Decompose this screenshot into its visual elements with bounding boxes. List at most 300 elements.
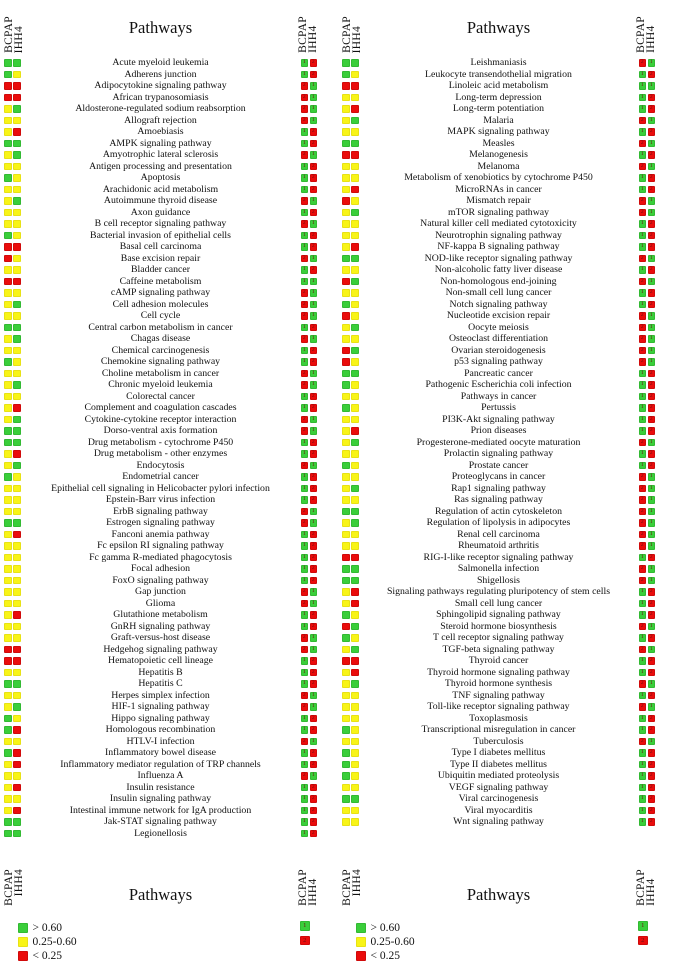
pathway-name: Epstein-Barr virus infection bbox=[105, 494, 216, 505]
ihh4-rank-cell: 2 bbox=[648, 462, 656, 470]
ihh4-rank-cell: 2 bbox=[310, 59, 318, 67]
ihh4-rank-cell: 2 bbox=[648, 71, 656, 79]
pathways-title: Pathways bbox=[128, 17, 193, 37]
bcpap-rank-cell: 1 bbox=[301, 473, 309, 481]
ihh4-score-cell bbox=[351, 335, 359, 343]
ihh4-score-cell bbox=[13, 462, 21, 470]
bcpap-score-cell bbox=[4, 749, 12, 757]
bcpap-score-cell bbox=[342, 243, 350, 251]
ihh4-rank-cell: 2 bbox=[648, 243, 656, 251]
bcpap-rank-cell: 1 bbox=[301, 611, 309, 619]
ihh4-score-cell bbox=[13, 197, 21, 205]
pathway-name: Cell cycle bbox=[140, 310, 181, 321]
yellow-swatch bbox=[18, 937, 28, 947]
pathway-row bbox=[342, 793, 655, 805]
ihh4-score-cell bbox=[13, 795, 21, 803]
pathway-name: Caffeine metabolism bbox=[119, 275, 202, 287]
bcpap-score-cell bbox=[4, 82, 12, 90]
ihh4-score-cell bbox=[13, 140, 21, 148]
pathway-row bbox=[342, 184, 655, 196]
bcpap-rank-cell: 2 bbox=[301, 105, 309, 113]
bcpap-score-cell bbox=[342, 381, 350, 389]
ihh4-score-cell bbox=[351, 600, 359, 608]
bcpap-rank-cell: 1 bbox=[639, 795, 647, 803]
bcpap-rank-cell: 1 bbox=[301, 795, 309, 803]
pathway-name: TGF-beta signaling pathway bbox=[442, 643, 555, 655]
bcpap-score-cell bbox=[342, 623, 350, 631]
bcpap-score-cell bbox=[4, 554, 12, 562]
pathway-row bbox=[4, 517, 317, 529]
rank-legend-right bbox=[638, 921, 648, 950]
pathway-name: Drug metabolism - other enzymes bbox=[93, 448, 228, 459]
bcpap-rank-cell: 2 bbox=[639, 646, 647, 654]
pathway-row bbox=[342, 103, 655, 115]
ihh4-rank-cell: 2 bbox=[310, 473, 318, 481]
ihh4-rank-cell: 1 bbox=[648, 82, 656, 90]
pathway-name: Toxoplasmosis bbox=[469, 712, 528, 724]
ihh4-rank-cell: 2 bbox=[310, 749, 318, 757]
bcpap-score-cell bbox=[342, 439, 350, 447]
ihh4-rank-cell: 1 bbox=[310, 289, 318, 297]
bcpap-score-cell bbox=[4, 623, 12, 631]
pathway-row bbox=[342, 747, 655, 759]
ihh4-rank-cell: 2 bbox=[648, 772, 656, 780]
pathway-row bbox=[4, 230, 317, 242]
ihh4-rank-cell: 1 bbox=[648, 542, 656, 550]
legend-label: > 0.60 bbox=[32, 922, 62, 934]
pathway-row bbox=[342, 172, 655, 184]
ihh4-rank-cell: 2 bbox=[648, 416, 656, 424]
ihh4-score-cell bbox=[351, 358, 359, 366]
pathway-row bbox=[4, 207, 317, 219]
ihh4-rank-cell: 1 bbox=[648, 565, 656, 573]
pathway-row bbox=[342, 69, 655, 81]
ihh4-rank-cell: 1 bbox=[310, 220, 318, 228]
column-label-bcpap-rank: BCPAP bbox=[297, 16, 309, 53]
bcpap-rank-cell: 2 bbox=[639, 59, 647, 67]
pathway-row bbox=[4, 57, 317, 69]
bcpap-rank-cell: 1 bbox=[301, 554, 309, 562]
pathway-row bbox=[4, 92, 317, 104]
pathway-row bbox=[4, 494, 317, 506]
bcpap-score-cell bbox=[4, 508, 12, 516]
ihh4-score-cell bbox=[13, 393, 21, 401]
pathway-row bbox=[4, 460, 317, 472]
bcpap-rank-cell: 2 bbox=[639, 623, 647, 631]
pathway-row bbox=[342, 506, 655, 518]
pathway-name: Viral carcinogenesis bbox=[458, 793, 539, 804]
ihh4-rank-cell: 1 bbox=[310, 117, 318, 125]
bcpap-rank-cell: 1 bbox=[301, 358, 309, 366]
ihh4-rank-cell: 2 bbox=[310, 209, 318, 217]
bcpap-score-cell bbox=[342, 266, 350, 274]
ihh4-rank-cell: 1 bbox=[310, 416, 318, 424]
ihh4-rank-cell: 2 bbox=[310, 680, 318, 688]
pathway-row bbox=[4, 770, 317, 782]
bcpap-score-cell bbox=[342, 450, 350, 458]
ihh4-rank-cell: 1 bbox=[648, 485, 656, 493]
bcpap-rank-cell: 1 bbox=[301, 531, 309, 539]
pathway-row bbox=[4, 828, 317, 840]
pathway-name: Glioma bbox=[145, 597, 176, 609]
bcpap-rank-cell: 1 bbox=[301, 163, 309, 171]
ihh4-score-cell bbox=[351, 657, 359, 665]
pathway-row bbox=[342, 770, 655, 782]
pathway-row bbox=[4, 552, 317, 564]
bcpap-rank-cell: 2 bbox=[301, 427, 309, 435]
bcpap-score-cell bbox=[342, 784, 350, 792]
bcpap-score-cell bbox=[342, 508, 350, 516]
bcpap-score-cell bbox=[342, 151, 350, 159]
pathway-row bbox=[4, 747, 317, 759]
pathway-name: Steroid hormone biosynthesis bbox=[440, 620, 557, 632]
pathway-row bbox=[4, 287, 317, 299]
ihh4-rank-cell: 2 bbox=[310, 496, 318, 504]
ihh4-rank-cell: 2 bbox=[310, 565, 318, 573]
bcpap-rank-cell: 1 bbox=[639, 82, 647, 90]
legend-item-green bbox=[18, 921, 317, 935]
ihh4-score-cell bbox=[351, 565, 359, 573]
pathway-name: Axon guidance bbox=[130, 206, 191, 218]
pathway-row bbox=[342, 368, 655, 380]
pathway-name: Bacterial invasion of epithelial cells bbox=[90, 229, 231, 241]
pathway-row bbox=[4, 793, 317, 805]
pathway-name: Ras signaling pathway bbox=[454, 494, 543, 505]
pathway-name: Arachidonic acid metabolism bbox=[102, 183, 219, 195]
panel-right-footer bbox=[342, 839, 655, 921]
bcpap-rank-cell: 2 bbox=[301, 220, 309, 228]
bcpap-rank-cell: 2 bbox=[301, 255, 309, 263]
pathway-row bbox=[4, 621, 317, 633]
ihh4-rank-cell: 1 bbox=[648, 197, 656, 205]
bcpap-rank-cell: 2 bbox=[301, 634, 309, 642]
pathway-row bbox=[4, 356, 317, 368]
bcpap-rank-cell: 2 bbox=[639, 703, 647, 711]
pathway-row bbox=[4, 529, 317, 541]
bcpap-score-cell bbox=[342, 197, 350, 205]
ihh4-score-cell bbox=[13, 634, 21, 642]
legend-right bbox=[342, 921, 655, 965]
bcpap-rank-cell: 2 bbox=[301, 703, 309, 711]
pathway-row bbox=[4, 218, 317, 230]
ihh4-score-cell bbox=[13, 117, 21, 125]
pathway-row bbox=[342, 678, 655, 690]
pathway-name: NOD-like receptor signaling pathway bbox=[424, 252, 573, 264]
pathway-name: p53 signaling pathway bbox=[454, 356, 543, 367]
bcpap-score-cell bbox=[342, 818, 350, 826]
ihh4-score-cell bbox=[13, 209, 21, 217]
bcpap-score-cell bbox=[4, 71, 12, 79]
ihh4-rank-cell: 2 bbox=[648, 554, 656, 562]
ihh4-score-cell bbox=[351, 209, 359, 217]
ihh4-rank-cell: 1 bbox=[648, 519, 656, 527]
bcpap-rank-cell: 2 bbox=[639, 117, 647, 125]
bcpap-score-cell bbox=[342, 761, 350, 769]
bcpap-rank-cell: 1 bbox=[301, 404, 309, 412]
pathway-name: PI3K-Akt signaling pathway bbox=[442, 413, 555, 425]
pathway-row bbox=[342, 529, 655, 541]
ihh4-rank-cell: 1 bbox=[648, 209, 656, 217]
bcpap-rank-cell: 2 bbox=[639, 738, 647, 746]
ihh4-score-cell bbox=[351, 301, 359, 309]
bcpap-score-cell bbox=[342, 335, 350, 343]
bcpap-rank-cell: 1 bbox=[301, 266, 309, 274]
ihh4-rank-cell: 2 bbox=[310, 577, 318, 585]
pathway-row bbox=[342, 816, 655, 828]
ihh4-rank-cell: 2 bbox=[648, 600, 656, 608]
ihh4-rank-cell: 2 bbox=[310, 404, 318, 412]
pathway-name: Central carbon metabolism in cancer bbox=[88, 321, 233, 333]
pathway-row bbox=[342, 598, 655, 610]
legend-label: < 0.25 bbox=[32, 950, 62, 962]
pathway-row bbox=[4, 506, 317, 518]
bcpap-rank-cell: 2 bbox=[301, 312, 309, 320]
bcpap-rank-cell: 1 bbox=[639, 772, 647, 780]
bcpap-rank-cell: 2 bbox=[301, 117, 309, 125]
pathway-row bbox=[342, 299, 655, 311]
pathways-title: Pathways bbox=[128, 885, 193, 904]
ihh4-rank-cell: 2 bbox=[648, 634, 656, 642]
bcpap-rank-cell: 2 bbox=[639, 197, 647, 205]
bcpap-rank-cell: 2 bbox=[639, 496, 647, 504]
ihh4-rank-cell: 2 bbox=[648, 611, 656, 619]
pathway-row bbox=[4, 816, 317, 828]
pathway-name: Long-term potentiation bbox=[452, 103, 545, 114]
bcpap-rank-cell: 1 bbox=[301, 623, 309, 631]
ihh4-score-cell bbox=[351, 669, 359, 677]
ihh4-score-cell bbox=[13, 358, 21, 366]
bcpap-score-cell bbox=[342, 232, 350, 240]
bcpap-score-cell bbox=[4, 692, 12, 700]
bcpap-score-cell bbox=[342, 715, 350, 723]
bcpap-score-cell bbox=[4, 416, 12, 424]
bcpap-score-cell bbox=[342, 657, 350, 665]
ihh4-rank-cell: 1 bbox=[648, 255, 656, 263]
pathway-name: Cytokine-cytokine receptor interaction bbox=[84, 413, 237, 425]
red-swatch bbox=[356, 951, 366, 961]
bcpap-score-cell bbox=[4, 519, 12, 527]
ihh4-score-cell bbox=[13, 450, 21, 458]
bcpap-score-cell bbox=[342, 726, 350, 734]
bcpap-rank-cell: 2 bbox=[639, 531, 647, 539]
bcpap-score-cell bbox=[342, 312, 350, 320]
ihh4-score-cell bbox=[13, 439, 21, 447]
pathway-row bbox=[342, 563, 655, 575]
pathway-name: Ovarian steroidogenesis bbox=[451, 344, 546, 356]
ihh4-score-cell bbox=[13, 554, 21, 562]
ihh4-score-cell bbox=[351, 703, 359, 711]
ihh4-rank-cell: 1 bbox=[648, 278, 656, 286]
ihh4-score-cell bbox=[351, 105, 359, 113]
bcpap-rank-cell: 1 bbox=[301, 818, 309, 826]
bcpap-rank-cell: 2 bbox=[301, 588, 309, 596]
pathway-name: FoxO signaling pathway bbox=[112, 574, 209, 586]
pathway-name: Nucleotide excision repair bbox=[446, 310, 551, 321]
ihh4-score-cell bbox=[351, 128, 359, 136]
bcpap-score-cell bbox=[4, 312, 12, 320]
legend-item-yellow bbox=[356, 935, 655, 949]
pathway-name: Signaling pathways regulating pluripotency of stem cells bbox=[386, 586, 611, 597]
pathway-name: Basal cell carcinoma bbox=[119, 241, 202, 252]
bcpap-score-cell bbox=[4, 600, 12, 608]
bcpap-score-cell bbox=[342, 186, 350, 194]
bcpap-rank-cell: 1 bbox=[301, 347, 309, 355]
bcpap-rank-cell: 2 bbox=[639, 519, 647, 527]
ihh4-rank-cell: 2 bbox=[648, 105, 656, 113]
ihh4-rank-cell: 1 bbox=[310, 703, 318, 711]
pathway-name: Apoptosis bbox=[140, 172, 181, 183]
bcpap-rank-cell: 1 bbox=[639, 715, 647, 723]
pathway-name: Non-homologous end-joining bbox=[440, 275, 557, 287]
ihh4-rank-cell: 1 bbox=[310, 772, 318, 780]
pathway-name: Chemokine signaling pathway bbox=[100, 356, 221, 367]
bcpap-rank-cell: 1 bbox=[301, 485, 309, 493]
bcpap-rank-cell: 1 bbox=[639, 105, 647, 113]
pathway-row bbox=[342, 218, 655, 230]
pathway-name: Mismatch repair bbox=[466, 195, 531, 206]
bcpap-rank-cell: 1 bbox=[639, 761, 647, 769]
bcpap-score-cell bbox=[342, 278, 350, 286]
bcpap-rank-cell: 1 bbox=[639, 393, 647, 401]
ihh4-score-cell bbox=[351, 450, 359, 458]
ihh4-rank-cell: 1 bbox=[648, 140, 656, 148]
ihh4-score-cell bbox=[351, 278, 359, 286]
pathway-row bbox=[4, 540, 317, 552]
bcpap-score-cell bbox=[4, 703, 12, 711]
bcpap-score-cell bbox=[342, 749, 350, 757]
ihh4-rank-cell: 1 bbox=[310, 588, 318, 596]
ihh4-rank-cell: 1 bbox=[648, 577, 656, 585]
ihh4-score-cell bbox=[351, 59, 359, 67]
bcpap-score-cell bbox=[342, 117, 350, 125]
panel-left-footer bbox=[4, 839, 317, 921]
ihh4-rank-cell: 1 bbox=[310, 738, 318, 746]
bcpap-rank-cell: 1 bbox=[639, 600, 647, 608]
ihh4-score-cell bbox=[351, 473, 359, 481]
bcpap-score-cell bbox=[342, 105, 350, 113]
legend-label: 0.25-0.60 bbox=[32, 936, 77, 948]
bcpap-score-cell bbox=[4, 830, 12, 838]
bcpap-score-cell bbox=[342, 473, 350, 481]
bcpap-rank-cell: 1 bbox=[639, 301, 647, 309]
bcpap-rank-cell: 1 bbox=[301, 784, 309, 792]
ihh4-score-cell bbox=[351, 174, 359, 182]
bcpap-rank-cell: 1 bbox=[301, 830, 309, 838]
pathway-name: Non-small cell lung cancer bbox=[445, 287, 552, 298]
bcpap-rank-cell: 1 bbox=[639, 94, 647, 102]
ihh4-rank-cell: 2 bbox=[648, 266, 656, 274]
bcpap-rank-cell: 1 bbox=[301, 174, 309, 182]
bcpap-score-cell bbox=[4, 358, 12, 366]
ihh4-score-cell bbox=[13, 519, 21, 527]
pathway-name: Gap junction bbox=[135, 586, 186, 597]
pathway-row bbox=[342, 621, 655, 633]
pathway-name: Melanogenesis bbox=[469, 149, 528, 160]
bcpap-score-cell bbox=[342, 324, 350, 332]
pathway-name: Aldosterone-regulated sodium reabsorption bbox=[75, 103, 246, 114]
rank1-swatch: 1 bbox=[300, 921, 310, 931]
bcpap-score-cell bbox=[342, 163, 350, 171]
pathway-name: Antigen processing and presentation bbox=[89, 160, 232, 172]
pathway-row bbox=[4, 713, 317, 725]
bcpap-score-cell bbox=[342, 347, 350, 355]
bcpap-rank-cell: 1 bbox=[639, 784, 647, 792]
ihh4-score-cell bbox=[13, 830, 21, 838]
bcpap-score-cell bbox=[4, 370, 12, 378]
pathway-row bbox=[342, 161, 655, 173]
pathway-row bbox=[342, 759, 655, 771]
ihh4-rank-cell: 2 bbox=[310, 163, 318, 171]
bcpap-rank-cell: 1 bbox=[639, 232, 647, 240]
pathway-row bbox=[4, 264, 317, 276]
ihh4-rank-cell: 2 bbox=[648, 588, 656, 596]
panel-right bbox=[338, 0, 676, 965]
ihh4-score-cell bbox=[13, 128, 21, 136]
pathway-name: Choline metabolism in cancer bbox=[101, 367, 220, 379]
ihh4-rank-cell: 2 bbox=[310, 726, 318, 734]
bcpap-rank-cell: 1 bbox=[301, 140, 309, 148]
pathway-row bbox=[4, 345, 317, 357]
ihh4-rank-cell: 1 bbox=[648, 531, 656, 539]
bcpap-rank-cell: 1 bbox=[639, 611, 647, 619]
bcpap-rank-cell: 1 bbox=[301, 439, 309, 447]
ihh4-score-cell bbox=[13, 588, 21, 596]
pathway-row bbox=[4, 391, 317, 403]
bcpap-rank-cell: 1 bbox=[639, 749, 647, 757]
ihh4-score-cell bbox=[13, 243, 21, 251]
panel-right-header bbox=[342, 0, 655, 57]
ihh4-score-cell bbox=[13, 669, 21, 677]
pathway-row bbox=[4, 471, 317, 483]
ihh4-score-cell bbox=[351, 496, 359, 504]
pathway-row bbox=[342, 609, 655, 621]
ihh4-score-cell bbox=[351, 508, 359, 516]
bcpap-rank-cell: 1 bbox=[301, 657, 309, 665]
bcpap-rank-cell: 1 bbox=[639, 266, 647, 274]
ihh4-score-cell bbox=[351, 289, 359, 297]
pathway-row bbox=[4, 126, 317, 138]
pathway-row bbox=[342, 57, 655, 69]
bcpap-rank-cell: 1 bbox=[639, 450, 647, 458]
bcpap-score-cell bbox=[342, 692, 350, 700]
ihh4-rank-cell: 1 bbox=[310, 370, 318, 378]
ihh4-rank-cell: 1 bbox=[648, 335, 656, 343]
bcpap-score-cell bbox=[4, 565, 12, 573]
bcpap-rank-cell: 1 bbox=[301, 577, 309, 585]
bcpap-score-cell bbox=[342, 795, 350, 803]
bcpap-score-cell bbox=[342, 301, 350, 309]
bcpap-score-cell bbox=[342, 416, 350, 424]
ihh4-score-cell bbox=[351, 611, 359, 619]
pathway-row bbox=[342, 138, 655, 150]
legend-label: < 0.25 bbox=[370, 950, 400, 962]
pathway-name: TNF signaling pathway bbox=[452, 689, 545, 701]
pathway-name: African trypanosomiasis bbox=[112, 91, 209, 103]
column-label-ihh4: IHH4 bbox=[351, 25, 363, 53]
pathway-name: NF-kappa B signaling pathway bbox=[437, 241, 560, 252]
rank2-swatch: 2 bbox=[638, 936, 648, 946]
bcpap-score-cell bbox=[4, 542, 12, 550]
ihh4-rank-cell: 1 bbox=[648, 347, 656, 355]
pathway-row bbox=[342, 632, 655, 644]
pathway-row bbox=[342, 517, 655, 529]
bcpap-rank-cell: 1 bbox=[301, 232, 309, 240]
pathway-row bbox=[342, 264, 655, 276]
pathway-row bbox=[4, 253, 317, 265]
ihh4-rank-cell: 2 bbox=[648, 784, 656, 792]
legend-left bbox=[4, 921, 317, 965]
pathway-row bbox=[342, 782, 655, 794]
